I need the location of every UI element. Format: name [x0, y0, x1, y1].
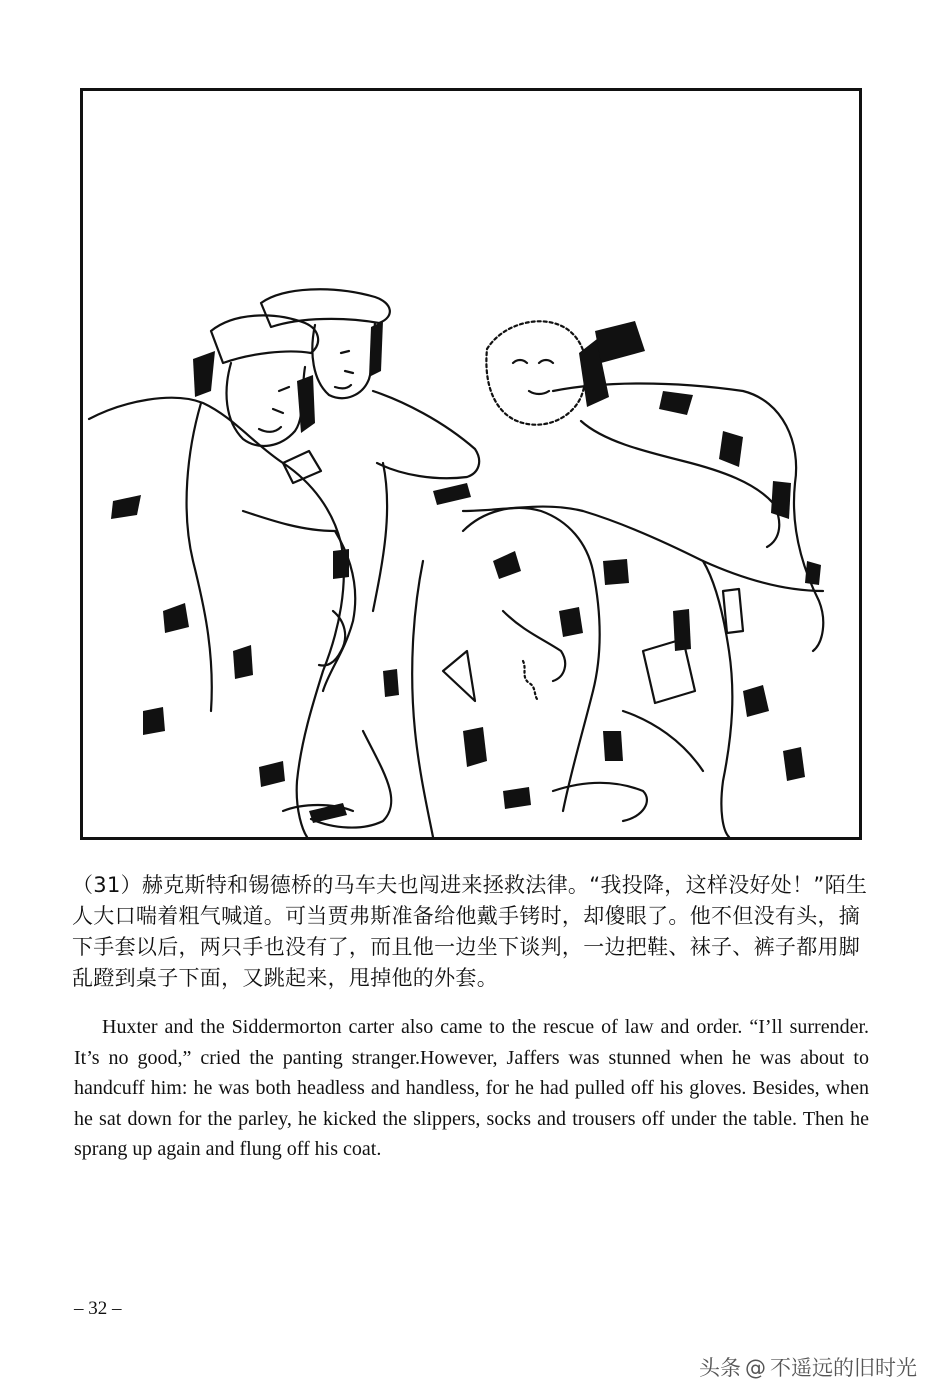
center-man-cap — [261, 289, 390, 327]
english-caption — [74, 1012, 869, 1165]
watermark — [699, 1352, 917, 1382]
english-caption-paragraph: Huxter and the Siddermorton carter also came to the rescue of law and order. “I’ll surrender. It’s no good,” cried the panting stranger.However, Jaffers was stunned when he was about to handcuff him: he was both headless and handless, for he had pulled off his gloves. Besides, when he sat down for the parley, he kicked the slippers, socks and trousers off under the table. Then he sprang up again and flung off his coat. — [74, 1016, 869, 1160]
illustration-frame — [80, 88, 862, 840]
center-man-face — [312, 323, 375, 398]
left-man-cap — [211, 315, 318, 363]
watermark-account: 不遥远的旧时光 — [770, 1356, 917, 1380]
page-number: – 32 – — [74, 1298, 122, 1319]
left-man-coat — [89, 398, 344, 837]
right-man-head — [486, 321, 586, 424]
chinese-caption: （31）赫克斯特和锡德桥的马车夫也闯进来拯救法律。“我投降，这样没好处！”陌生人大口喘着粗气喊道。可当贾弗斯准备给他戴手铐时，却傻眼了。他不但没有头，摘下手套以后，两只手也没有了，而且他一边坐下谈判，一边把鞋、袜子、裤子都用脚乱蹬到桌子下面，又跳起来，甩掉他的外套。 — [72, 873, 868, 990]
ink-illustration — [83, 91, 859, 837]
stranger-coat — [463, 508, 600, 811]
watermark-at: @ — [745, 1356, 766, 1380]
watermark-platform: 头条 — [699, 1356, 741, 1380]
left-man-face — [227, 363, 305, 446]
